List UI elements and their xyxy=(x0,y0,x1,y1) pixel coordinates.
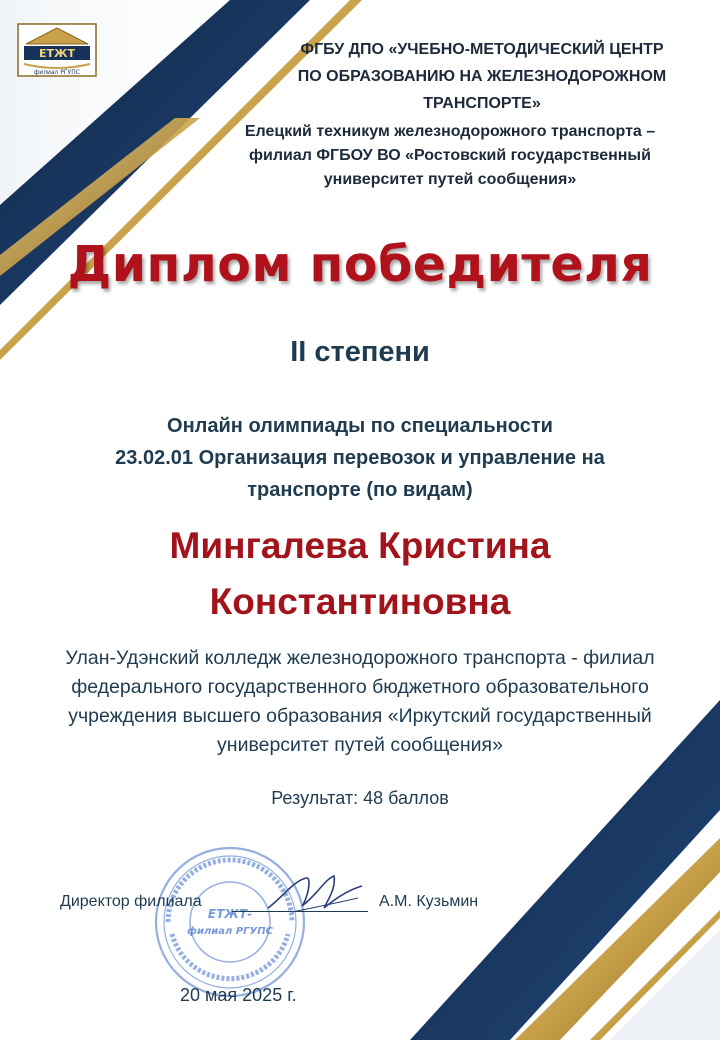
signatory-name: А.М. Кузьмин xyxy=(379,893,479,910)
logo-emblem-icon xyxy=(16,22,98,78)
handwritten-signature xyxy=(262,868,372,918)
college-logo xyxy=(16,22,98,78)
svg-text:филиал РГУПС: филиал РГУПС xyxy=(34,69,80,76)
institution-line: учреждения высшего образования «Иркутский государственный xyxy=(68,705,652,727)
institution-line: университет путей сообщения» xyxy=(217,734,503,756)
diploma-title: Диплом победителя xyxy=(67,236,653,293)
institution-line: Улан-Удэнский колледж железнодорожного транспорта - филиал xyxy=(65,647,655,669)
organizer-line: ТРАНСПОРТЕ» xyxy=(423,95,541,112)
winner-name xyxy=(0,518,720,630)
branch-line: университет путей сообщения» xyxy=(323,171,577,188)
branch-header xyxy=(200,120,700,192)
organizer-header xyxy=(262,36,702,117)
winner-institution xyxy=(0,644,720,760)
winner-name-line: Константиновна xyxy=(209,581,511,622)
branch-line: филиал ФГБОУ ВО «Ростовский государственный xyxy=(249,147,651,164)
winner-name-line: Мингалева Кристина xyxy=(169,525,551,566)
signature-position: Директор филиала xyxy=(60,893,202,910)
issue-date: 20 мая 2025 г. xyxy=(180,985,297,1005)
svg-text:ЕТЖТ: ЕТЖТ xyxy=(39,47,75,60)
organizer-line: ФГБУ ДПО «УЧЕБНО-МЕТОДИЧЕСКИЙ ЦЕНТР xyxy=(300,41,664,58)
official-stamp xyxy=(150,842,310,1002)
olympiad-line: транспорте (по видам) xyxy=(247,479,473,501)
svg-text:ЕТЖТ-: ЕТЖТ- xyxy=(207,907,253,921)
olympiad-line: Онлайн олимпиады по специальности xyxy=(167,415,553,437)
svg-text:филиал РГУПС: филиал РГУПС xyxy=(187,926,273,937)
organizer-line: ПО ОБРАЗОВАНИЮ НА ЖЕЛЕЗНОДОРОЖНОМ xyxy=(297,68,667,85)
branch-line: Елецкий техникум железнодорожного транспорта – xyxy=(244,123,656,140)
diploma-degree: II степени xyxy=(290,336,430,368)
olympiad-line: 23.02.01 Организация перевозок и управление на xyxy=(115,447,605,469)
olympiad-description xyxy=(0,410,720,506)
result-score: Результат: 48 баллов xyxy=(271,788,449,808)
institution-line: федерального государственного бюджетного образовательного xyxy=(71,676,649,698)
